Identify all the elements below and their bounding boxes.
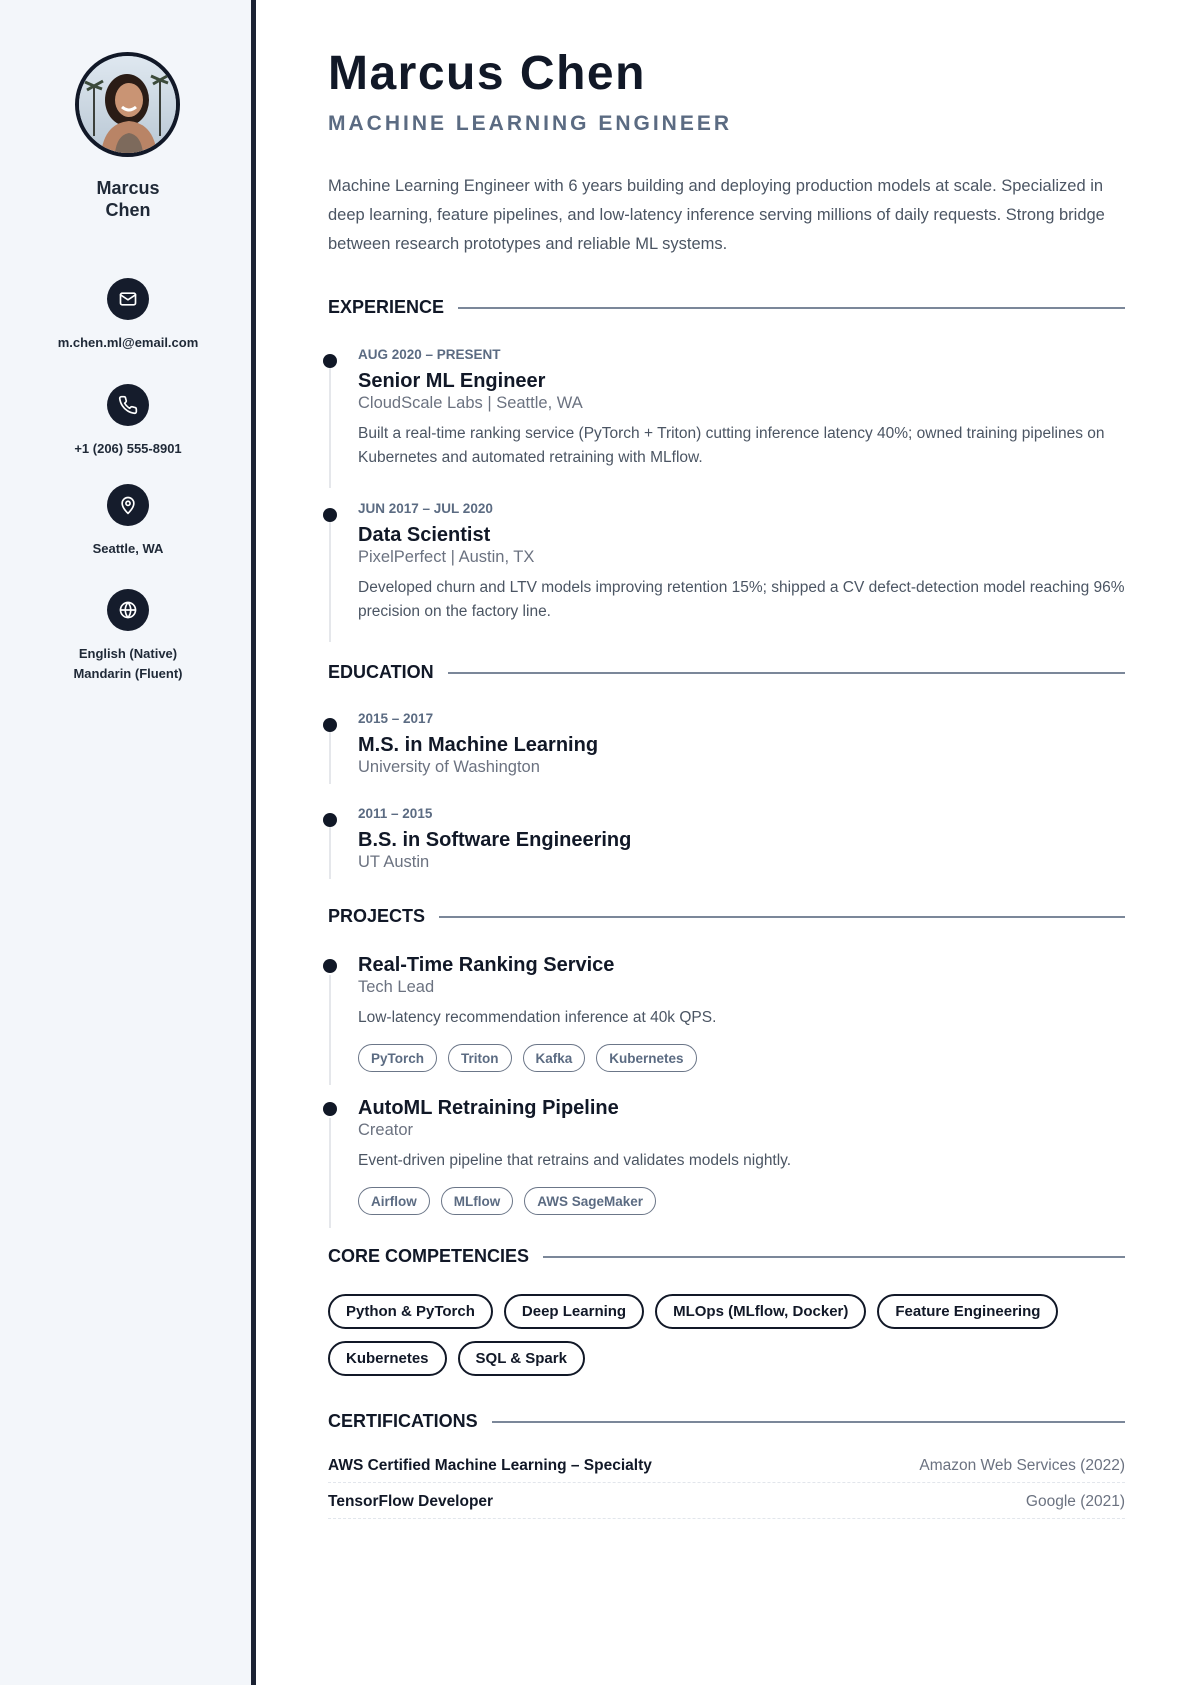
timeline-dot [323, 354, 337, 368]
skills-list [328, 1294, 1125, 1376]
tech-tag: Triton [448, 1044, 512, 1072]
tech-tag: Kafka [523, 1044, 586, 1072]
timeline-dot [323, 718, 337, 732]
project-role: Tech Lead [358, 978, 435, 996]
project-name: Real-Time Ranking Service [358, 954, 615, 976]
location-pin-icon [107, 484, 149, 526]
section-divider [448, 672, 1125, 674]
project-item [328, 953, 1125, 1072]
tech-tag: AWS SageMaker [524, 1187, 656, 1215]
education-school: University of Washington [358, 758, 540, 776]
experience-desc: Developed churn and LTV models improving retention 15%; shipped a CV defect-detection model reaching 96% precision on the factory line. [358, 579, 1125, 620]
certification-name: TensorFlow Developer [328, 1492, 494, 1510]
sidebar [0, 0, 256, 1685]
education-date: 2011 – 2015 [358, 806, 433, 821]
languages-text [0, 644, 256, 684]
experience-desc: Built a real-time ranking service (PyTorch + Triton) cutting inference latency 40%; owned training pipelines on Kubernetes and automated retraining with MLflow. [358, 425, 1105, 466]
education-item [328, 710, 1125, 777]
timeline-dot [323, 959, 337, 973]
section-divider [458, 307, 1125, 309]
timeline-line [329, 368, 331, 488]
candidate-title: MACHINE LEARNING ENGINEER [328, 112, 733, 135]
section-title: PROJECTS [328, 906, 426, 926]
skill-pill: MLOps (MLflow, Docker) [655, 1294, 866, 1329]
timeline-line [329, 522, 331, 642]
language-1: English (Native) [78, 646, 178, 661]
timeline-dot [323, 508, 337, 522]
experience-date: AUG 2020 – PRESENT [358, 347, 501, 362]
certification-issuer: Amazon Web Services (2022) [919, 1456, 1125, 1474]
globe-icon [107, 589, 149, 631]
timeline-dot [323, 1102, 337, 1116]
skill-pill: Kubernetes [328, 1341, 447, 1376]
timeline-line [329, 827, 331, 879]
contact-location [0, 484, 256, 559]
education-school: UT Austin [358, 853, 430, 871]
timeline-line [329, 1118, 331, 1228]
timeline-line [329, 975, 331, 1085]
language-2: Mandarin (Fluent) [73, 666, 183, 681]
skill-pill: SQL & Spark [458, 1341, 585, 1376]
tech-tag: Kubernetes [596, 1044, 696, 1072]
project-desc: Low-latency recommendation inference at 40k QPS. [358, 1009, 717, 1026]
sidebar-name-first: Marcus [96, 178, 160, 198]
timeline-dot [323, 813, 337, 827]
certification-name: AWS Certified Machine Learning – Specialty [328, 1456, 652, 1474]
experience-item [328, 500, 1125, 624]
certification-row [328, 1449, 1125, 1483]
section-title: CORE COMPETENCIES [328, 1246, 530, 1266]
sidebar-name [0, 177, 256, 221]
project-item [328, 1096, 1125, 1215]
location-text: Seattle, WA [92, 541, 164, 556]
avatar-photo [79, 56, 176, 153]
education-degree: M.S. in Machine Learning [358, 734, 599, 756]
timeline-line [329, 732, 331, 784]
experience-role: Senior ML Engineer [358, 370, 546, 392]
email-text[interactable]: m.chen.ml@email.com [57, 335, 199, 350]
education-date: 2015 – 2017 [358, 711, 434, 726]
summary: Machine Learning Engineer with 6 years building and deploying production models at scale. Specialized in deep learning, feature pipelines, and low-latency inference serving millions of daily requests. Strong bridge between research prototypes and reliable ML systems. [328, 177, 1105, 253]
education-degree: B.S. in Software Engineering [358, 829, 632, 851]
education-heading [328, 662, 1125, 683]
section-divider [543, 1256, 1125, 1258]
project-tags [358, 1044, 1125, 1072]
certification-row [328, 1485, 1125, 1519]
competencies-heading [328, 1246, 1125, 1267]
experience-item [328, 346, 1125, 470]
tech-tag: PyTorch [358, 1044, 437, 1072]
project-name: AutoML Retraining Pipeline [358, 1097, 619, 1119]
phone-icon [107, 384, 149, 426]
experience-heading [328, 297, 1125, 318]
tech-tag: MLflow [441, 1187, 514, 1215]
projects-heading [328, 906, 1125, 927]
mail-icon [107, 278, 149, 320]
skill-pill: Feature Engineering [877, 1294, 1058, 1329]
education-item [328, 805, 1125, 872]
tech-tag: Airflow [358, 1187, 430, 1215]
skill-pill: Python & PyTorch [328, 1294, 493, 1329]
avatar [75, 52, 180, 157]
contact-languages [0, 589, 256, 684]
experience-date: JUN 2017 – JUL 2020 [358, 501, 493, 516]
experience-org: CloudScale Labs | Seattle, WA [358, 394, 583, 412]
phone-text[interactable]: +1 (206) 555-8901 [74, 441, 182, 456]
candidate-name: Marcus Chen [328, 47, 646, 100]
contact-phone [0, 384, 256, 459]
sidebar-name-last: Chen [105, 200, 151, 220]
project-role: Creator [358, 1121, 414, 1139]
section-title: EDUCATION [328, 662, 434, 682]
section-divider [439, 916, 1125, 918]
experience-org: PixelPerfect | Austin, TX [358, 548, 535, 566]
experience-role: Data Scientist [358, 524, 491, 546]
certification-issuer: Google (2021) [1025, 1492, 1125, 1510]
project-tags [358, 1187, 1125, 1215]
project-desc: Event-driven pipeline that retrains and validates models nightly. [358, 1152, 792, 1169]
section-divider [492, 1421, 1125, 1423]
skill-pill: Deep Learning [504, 1294, 644, 1329]
contact-email [0, 278, 256, 353]
section-title: CERTIFICATIONS [328, 1411, 478, 1431]
section-title: EXPERIENCE [328, 297, 445, 317]
certifications-heading [328, 1411, 1125, 1432]
